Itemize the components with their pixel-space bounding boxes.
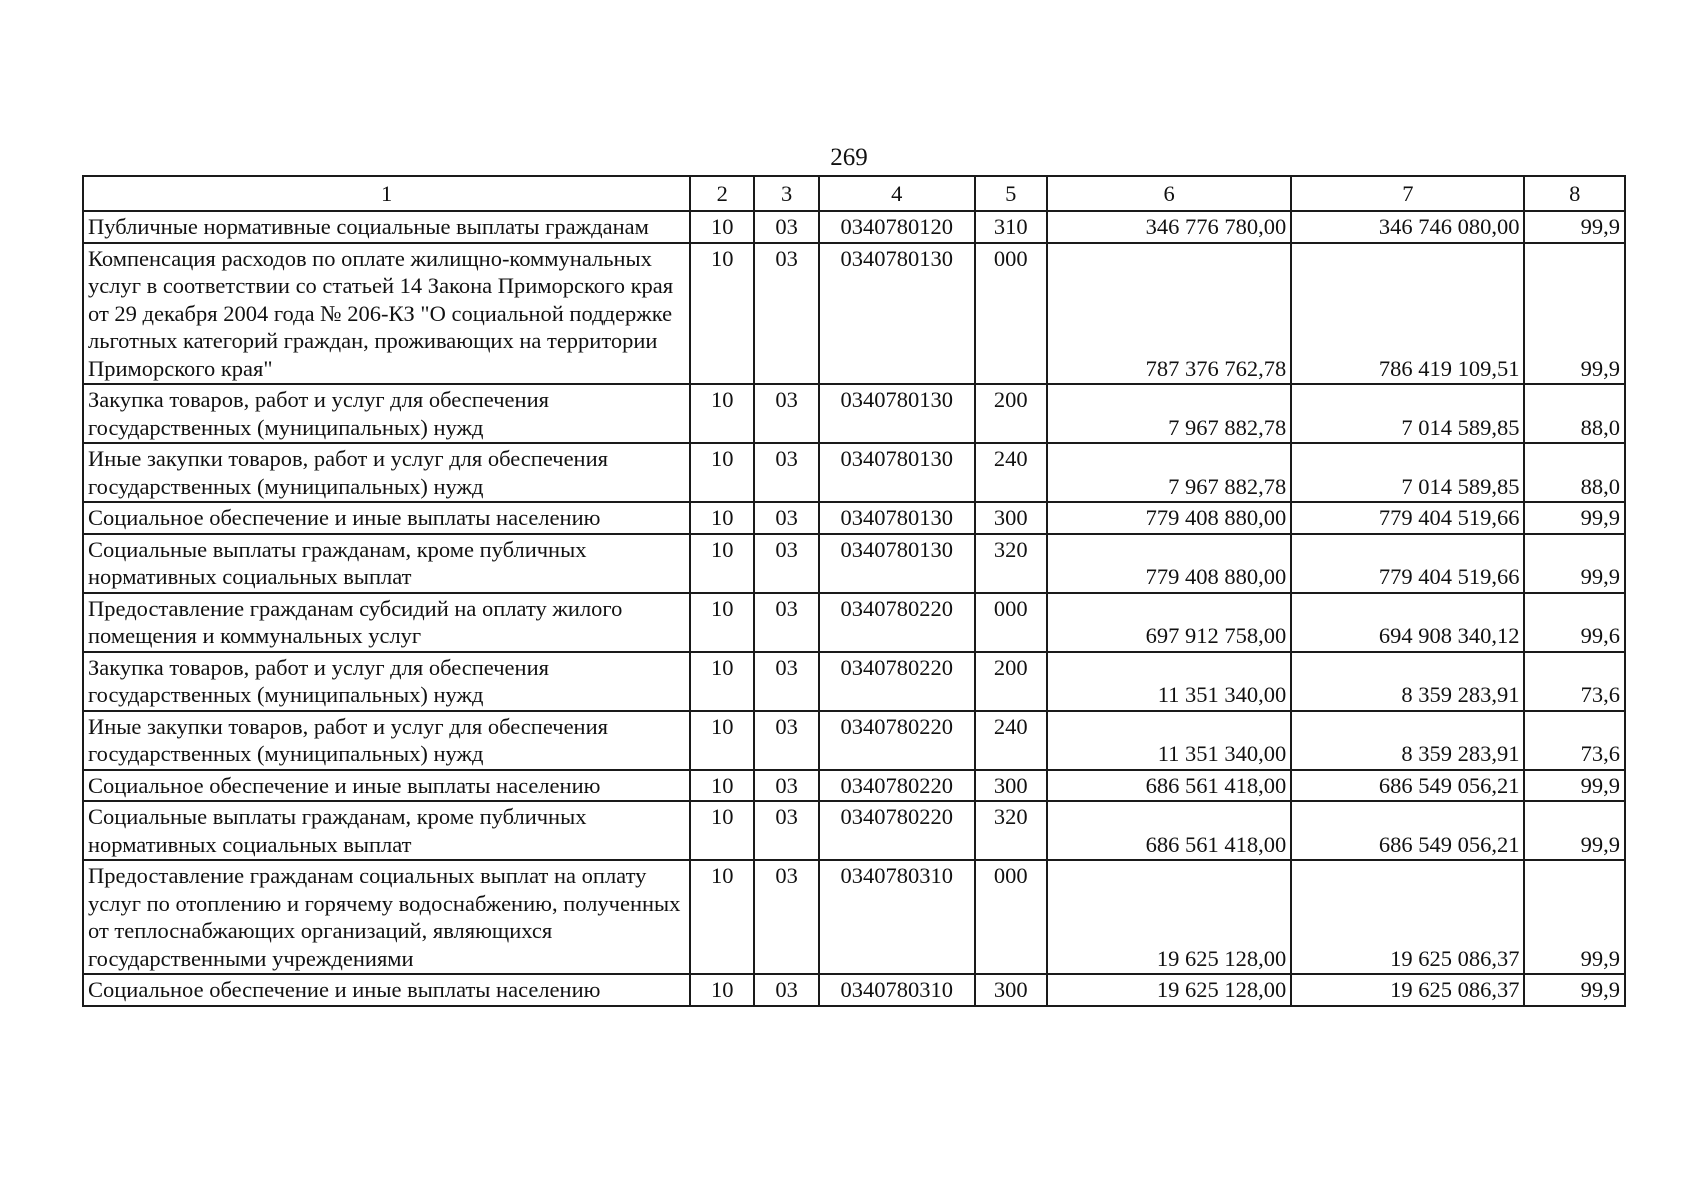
expense-type-cell: 240: [975, 443, 1047, 502]
percent-cell: 99,9: [1524, 243, 1625, 385]
target-code-cell: 0340780130: [819, 443, 975, 502]
percent-cell: 88,0: [1524, 443, 1625, 502]
target-code-cell: 0340780310: [819, 860, 975, 974]
row-name-cell: Социальное обеспечение и иные выплаты населению: [83, 502, 690, 534]
target-code-cell: 0340780130: [819, 384, 975, 443]
expense-type-cell: 240: [975, 711, 1047, 770]
subsection-code-cell: 03: [754, 711, 818, 770]
percent-cell: 88,0: [1524, 384, 1625, 443]
table-row: [83, 974, 1625, 1006]
expense-type-cell: 300: [975, 502, 1047, 534]
subsection-code-cell: 03: [754, 593, 818, 652]
actual-amount-cell: 7 014 589,85: [1291, 384, 1524, 443]
subsection-code-cell: 03: [754, 801, 818, 860]
row-name-cell: Социальное обеспечение и иные выплаты населению: [83, 770, 690, 802]
table-row: [83, 711, 1625, 770]
target-code-cell: 0340780130: [819, 534, 975, 593]
actual-amount-cell: 686 549 056,21: [1291, 801, 1524, 860]
actual-amount-cell: 19 625 086,37: [1291, 860, 1524, 974]
percent-cell: 99,6: [1524, 593, 1625, 652]
expense-type-cell: 320: [975, 801, 1047, 860]
table-row: [83, 384, 1625, 443]
planned-amount-cell: 346 776 780,00: [1047, 211, 1291, 243]
percent-cell: 99,9: [1524, 770, 1625, 802]
planned-amount-cell: 19 625 128,00: [1047, 974, 1291, 1006]
budget-table: [82, 175, 1626, 1007]
section-code-cell: 10: [690, 243, 754, 385]
subsection-code-cell: 03: [754, 211, 818, 243]
row-name-cell: Иные закупки товаров, работ и услуг для обеспечения государственных (муниципальных) нужд: [83, 711, 690, 770]
planned-amount-cell: 779 408 880,00: [1047, 502, 1291, 534]
percent-cell: 99,9: [1524, 211, 1625, 243]
expense-type-cell: 000: [975, 860, 1047, 974]
percent-cell: 99,9: [1524, 534, 1625, 593]
target-code-cell: 0340780220: [819, 593, 975, 652]
actual-amount-cell: 786 419 109,51: [1291, 243, 1524, 385]
actual-amount-cell: 19 625 086,37: [1291, 974, 1524, 1006]
section-code-cell: 10: [690, 593, 754, 652]
percent-cell: 99,9: [1524, 502, 1625, 534]
row-name-cell: Предоставление гражданам социальных выплат на оплату услуг по отоплению и горячему водоснабжению, полученных от теплоснабжающих организаций, являющихся государственными учреждениями: [83, 860, 690, 974]
section-code-cell: 10: [690, 652, 754, 711]
actual-amount-cell: 694 908 340,12: [1291, 593, 1524, 652]
expense-type-cell: 000: [975, 593, 1047, 652]
column-header: 1: [83, 176, 690, 211]
subsection-code-cell: 03: [754, 534, 818, 593]
row-name-cell: Закупка товаров, работ и услуг для обеспечения государственных (муниципальных) нужд: [83, 652, 690, 711]
section-code-cell: 10: [690, 502, 754, 534]
row-name-cell: Иные закупки товаров, работ и услуг для обеспечения государственных (муниципальных) нужд: [83, 443, 690, 502]
actual-amount-cell: 8 359 283,91: [1291, 711, 1524, 770]
section-code-cell: 10: [690, 711, 754, 770]
planned-amount-cell: 787 376 762,78: [1047, 243, 1291, 385]
actual-amount-cell: 8 359 283,91: [1291, 652, 1524, 711]
subsection-code-cell: 03: [754, 243, 818, 385]
section-code-cell: 10: [690, 770, 754, 802]
table-row: [83, 860, 1625, 974]
planned-amount-cell: 7 967 882,78: [1047, 384, 1291, 443]
section-code-cell: 10: [690, 974, 754, 1006]
actual-amount-cell: 686 549 056,21: [1291, 770, 1524, 802]
table-row: [83, 211, 1625, 243]
section-code-cell: 10: [690, 801, 754, 860]
percent-cell: 99,9: [1524, 974, 1625, 1006]
table-row: [83, 502, 1625, 534]
expense-type-cell: 200: [975, 652, 1047, 711]
row-name-cell: Предоставление гражданам субсидий на оплату жилого помещения и коммунальных услуг: [83, 593, 690, 652]
planned-amount-cell: 697 912 758,00: [1047, 593, 1291, 652]
column-header: 2: [690, 176, 754, 211]
target-code-cell: 0340780220: [819, 711, 975, 770]
actual-amount-cell: 779 404 519,66: [1291, 502, 1524, 534]
subsection-code-cell: 03: [754, 502, 818, 534]
section-code-cell: 10: [690, 211, 754, 243]
row-name-cell: Социальные выплаты гражданам, кроме публичных нормативных социальных выплат: [83, 801, 690, 860]
expense-type-cell: 000: [975, 243, 1047, 385]
column-header: 8: [1524, 176, 1625, 211]
table-row: [83, 770, 1625, 802]
percent-cell: 73,6: [1524, 711, 1625, 770]
planned-amount-cell: 11 351 340,00: [1047, 711, 1291, 770]
target-code-cell: 0340780130: [819, 243, 975, 385]
planned-amount-cell: 11 351 340,00: [1047, 652, 1291, 711]
percent-cell: 99,9: [1524, 801, 1625, 860]
target-code-cell: 0340780130: [819, 502, 975, 534]
section-code-cell: 10: [690, 860, 754, 974]
expense-type-cell: 320: [975, 534, 1047, 593]
expense-type-cell: 200: [975, 384, 1047, 443]
actual-amount-cell: 346 746 080,00: [1291, 211, 1524, 243]
subsection-code-cell: 03: [754, 974, 818, 1006]
planned-amount-cell: 779 408 880,00: [1047, 534, 1291, 593]
subsection-code-cell: 03: [754, 860, 818, 974]
row-name-cell: Публичные нормативные социальные выплаты гражданам: [83, 211, 690, 243]
column-header: 6: [1047, 176, 1291, 211]
row-name-cell: Компенсация расходов по оплате жилищно-коммунальных услуг в соответствии со статьей 14 Закона Приморского края от 29 декабря 2004 года № 206-КЗ "О социальной поддержке льготных категорий граждан, проживающих на территории Приморского края": [83, 243, 690, 385]
planned-amount-cell: 686 561 418,00: [1047, 801, 1291, 860]
planned-amount-cell: 686 561 418,00: [1047, 770, 1291, 802]
header-row: [83, 176, 1625, 211]
expense-type-cell: 310: [975, 211, 1047, 243]
subsection-code-cell: 03: [754, 384, 818, 443]
percent-cell: 73,6: [1524, 652, 1625, 711]
column-header: 5: [975, 176, 1047, 211]
target-code-cell: 0340780120: [819, 211, 975, 243]
target-code-cell: 0340780310: [819, 974, 975, 1006]
row-name-cell: Социальное обеспечение и иные выплаты населению: [83, 974, 690, 1006]
subsection-code-cell: 03: [754, 770, 818, 802]
expense-type-cell: 300: [975, 974, 1047, 1006]
column-header: 7: [1291, 176, 1524, 211]
percent-cell: 99,9: [1524, 860, 1625, 974]
table-row: [83, 593, 1625, 652]
expense-type-cell: 300: [975, 770, 1047, 802]
column-header: 4: [819, 176, 975, 211]
actual-amount-cell: 7 014 589,85: [1291, 443, 1524, 502]
section-code-cell: 10: [690, 443, 754, 502]
actual-amount-cell: 779 404 519,66: [1291, 534, 1524, 593]
target-code-cell: 0340780220: [819, 652, 975, 711]
section-code-cell: 10: [690, 384, 754, 443]
target-code-cell: 0340780220: [819, 770, 975, 802]
row-name-cell: Социальные выплаты гражданам, кроме публичных нормативных социальных выплат: [83, 534, 690, 593]
table-row: [83, 652, 1625, 711]
target-code-cell: 0340780220: [819, 801, 975, 860]
subsection-code-cell: 03: [754, 443, 818, 502]
page-number: 269: [830, 144, 868, 171]
row-name-cell: Закупка товаров, работ и услуг для обеспечения государственных (муниципальных) нужд: [83, 384, 690, 443]
section-code-cell: 10: [690, 534, 754, 593]
table-row: [83, 243, 1625, 385]
planned-amount-cell: 7 967 882,78: [1047, 443, 1291, 502]
planned-amount-cell: 19 625 128,00: [1047, 860, 1291, 974]
subsection-code-cell: 03: [754, 652, 818, 711]
column-header: 3: [754, 176, 818, 211]
table-row: [83, 443, 1625, 502]
table-row: [83, 534, 1625, 593]
table-row: [83, 801, 1625, 860]
